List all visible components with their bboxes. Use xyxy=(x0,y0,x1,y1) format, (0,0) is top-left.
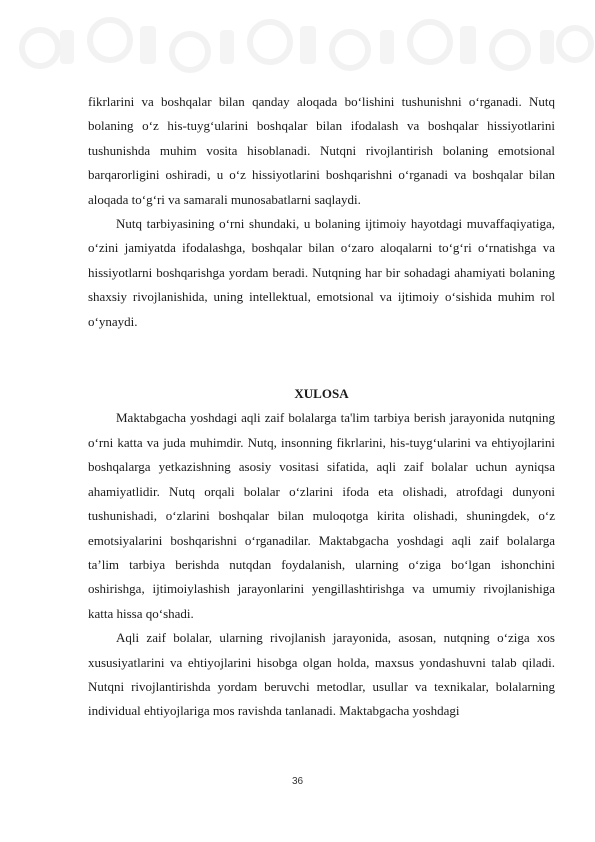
document-body xyxy=(88,90,555,724)
page-number: 36 xyxy=(291,776,304,787)
paragraph-speech-role: Nutq tarbiyasining o‘rni shundaki, u bolaning ijtimoiy hayotdagi muvaffaqiyatiga, o‘zini jamiyatda ifodalashga, boshqalar bilan o‘zaro aloqalarni to‘g‘ri o‘rnatishga va hissiyotlarni boshqarishga yordam beradi. Nutqning har bir sohadagi ahamiyati bolaning shaxsiy rivojlanishida, uning intellektual, emotsional va ijtimoiy o‘sishida muhim rol o‘ynaydi. xyxy=(88,216,555,329)
section-title: XULOSA xyxy=(294,386,349,402)
paragraph-continued: fikrlarini va boshqalar bilan qanday aloqada bo‘lishini tushunishni o‘rganadi. Nutq bolaning o‘z his-tuyg‘ularini boshqalar bilan ifodalash va boshqalar hissiyotlarini tushunishda muhim vosita hisoblanadi. Nutqni rivojlantirish bolaning emotsional barqarorligini oshiradi, u o‘z hissiyotlarini boshqarishni o‘rganadi va boshqalar bilan aloqada to‘g‘ri va samarali munosabatlarni saqlaydi. xyxy=(88,94,555,207)
paragraph-conclusion-1: Maktabgacha yoshdagi aqli zaif bolalarga ta'lim tarbiya berish jarayonida nutqning o‘rni katta va juda muhimdir. Nutq, insonning fikrlarini, his-tuyg‘ularini va ehtiyojlarini boshqalarga yetkazishning asosiy vositasi sifatida, aqli zaif bolalar uchun ayniqsa ahamiyatlidir. Nutq orqali bolalar o‘zlarini ifoda eta olishadi, atrofdagi dunyoni tushunishadi, o‘zlarini boshqalar bilan muloqotga kirita olishadi, shuningdek, o‘z emotsiyalarini boshqarishni o‘rganadilar. Maktabgacha yoshdagi aqli zaif bolalarga ta’lim tarbiya berishda nutqdan foydalanish, ularning o‘ziga bo‘lgan ishonchini oshirishga, ijtimoiylashish jarayonlarini yengillashtirishga va umumiy rivojlanishiga katta hissa qo‘shadi. xyxy=(88,410,555,621)
paragraph-conclusion-2: Aqli zaif bolalar, ularning rivojlanish jarayonida, asosan, nutqning o‘ziga xos xususiyatlarini va ehtiyojlarini hisobga olgan holda, maxsus yondashuvni talab qiladi. Nutqni rivojlantirishda yordam beruvchi metodlar, usullar va texnikalar, bolalarning individual ehtiyojlariga mos ravishda tanlanadi. Maktabgacha yoshdagi xyxy=(88,630,555,719)
section-spacer xyxy=(88,334,555,382)
